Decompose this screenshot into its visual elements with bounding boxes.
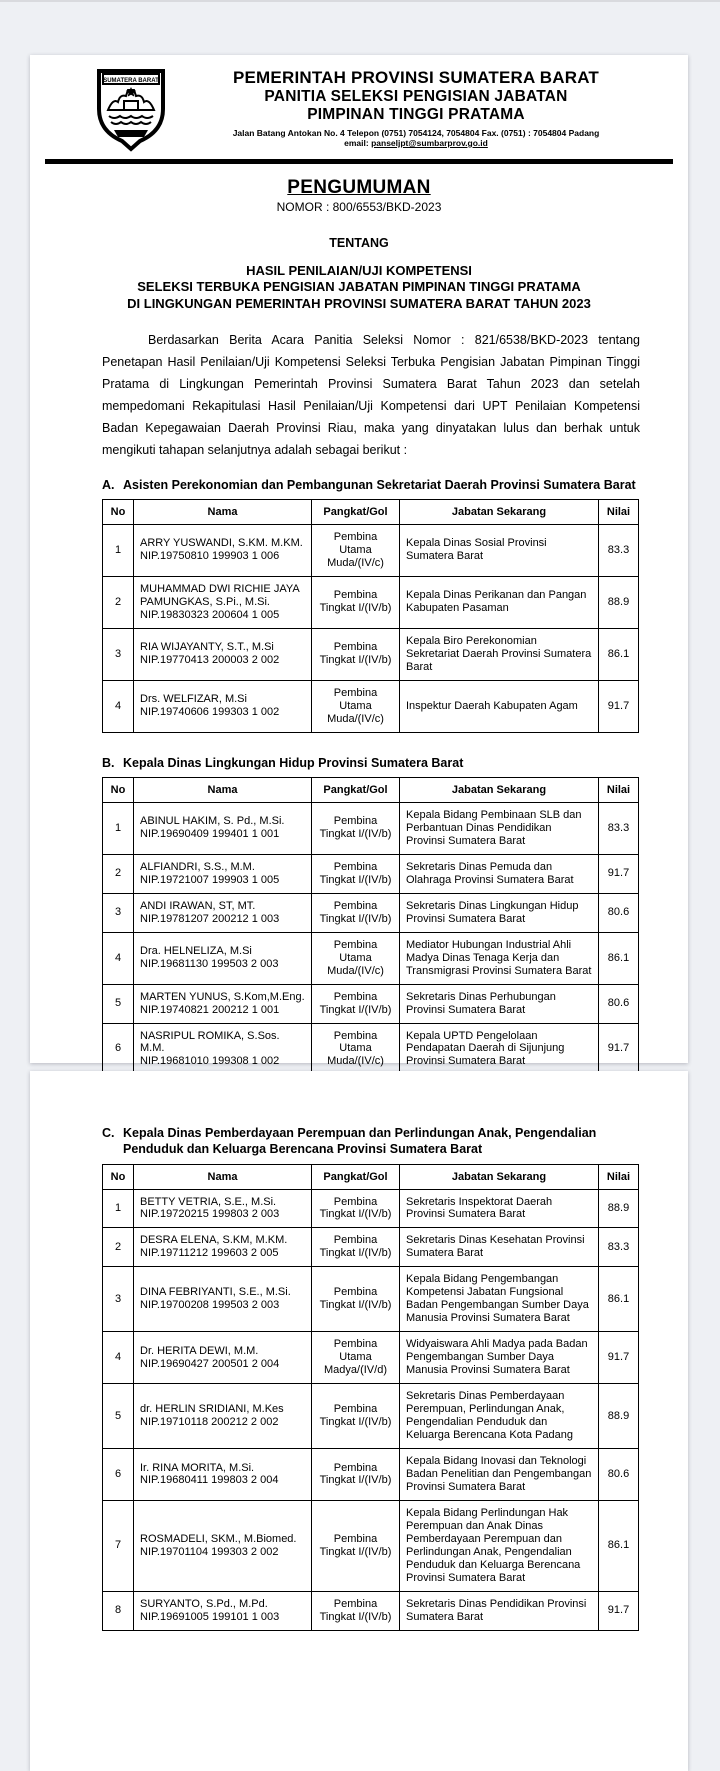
cell-pangkat: Pembina Tingkat I/(IV/b) <box>312 984 400 1023</box>
section-b-title: Kepala Dinas Lingkungan Hidup Provinsi Sumatera Barat <box>123 755 464 770</box>
email-line <box>174 138 658 148</box>
letterhead-text <box>168 68 668 152</box>
section-a-title: Asisten Perekonomian dan Pembangunan Sekretariat Daerah Provinsi Sumatera Barat <box>123 477 636 492</box>
cell-nama <box>134 802 312 854</box>
candidate-name: RIA WIJAYANTY, S.T., M.Si <box>140 641 274 654</box>
svg-text:SUMATERA BARAT: SUMATERA BARAT <box>103 78 159 84</box>
section-c <box>102 1125 640 1631</box>
cell-no: 4 <box>103 680 134 732</box>
cell-nilai: 91.7 <box>599 854 639 893</box>
section-b-label: B. <box>102 755 115 770</box>
cell-no: 1 <box>103 802 134 854</box>
cell-nama <box>134 1189 312 1228</box>
cell-nilai: 80.6 <box>599 984 639 1023</box>
candidate-name: MUHAMMAD DWI RICHIE JAYA PAMUNGKAS, S.Pi., M.Si. <box>140 582 300 608</box>
cell-nilai: 91.7 <box>599 1332 639 1384</box>
viewport-top-divider <box>0 0 720 2</box>
cell-no: 5 <box>103 1384 134 1449</box>
col-nilai: Nilai <box>599 1164 639 1189</box>
cell-jabatan: Sekretaris Dinas Pendidikan Provinsi Sumatera Barat <box>400 1591 599 1630</box>
candidate-name: Drs. WELFIZAR, M.Si <box>140 693 247 706</box>
cell-pangkat: Pembina Utama Muda/(IV/c) <box>312 932 400 984</box>
announcement-title: PENGUMUMAN <box>287 177 431 198</box>
cell-nama <box>134 1332 312 1384</box>
candidate-name: Dr. HERITA DEWI, M.M. <box>140 1344 259 1357</box>
document-page-1 <box>30 55 688 1068</box>
candidate-name: Ir. RINA MORITA, M.Si. <box>140 1461 255 1474</box>
table-header-row <box>103 1164 639 1189</box>
candidate-name: Dra. HELNELIZA, M.Si <box>140 945 252 958</box>
cell-jabatan: Widyaiswara Ahli Madya pada Badan Pengembangan Sumber Daya Manusia Provinsi Sumatera Barat <box>400 1332 599 1384</box>
results-table-c <box>102 1164 639 1631</box>
candidate-name: DINA FEBRIYANTI, S.E., M.Si. <box>140 1286 291 1299</box>
cell-nama <box>134 893 312 932</box>
cell-no: 6 <box>103 1023 134 1075</box>
cell-pangkat: Pembina Tingkat I/(IV/b) <box>312 1591 400 1630</box>
cell-nilai: 91.7 <box>599 1591 639 1630</box>
cell-nama <box>134 1023 312 1075</box>
table-row <box>103 1591 639 1630</box>
col-pangkat: Pangkat/Gol <box>312 1164 400 1189</box>
cell-pangkat: Pembina Tingkat I/(IV/b) <box>312 1189 400 1228</box>
cell-nilai: 86.1 <box>599 1500 639 1591</box>
table-row <box>103 680 639 732</box>
col-jabatan: Jabatan Sekarang <box>400 777 599 802</box>
candidate-nip: NIP.19770413 200003 2 002 <box>140 654 280 667</box>
candidate-name: NASRIPUL ROMIKA, S.Sos. M.M. <box>140 1029 280 1055</box>
candidate-nip: NIP.19740606 199303 1 002 <box>140 706 280 719</box>
section-c-heading <box>102 1125 640 1158</box>
col-nilai: Nilai <box>599 500 639 525</box>
announcement-about-label: TENTANG <box>329 236 389 250</box>
cell-jabatan: Kepala Bidang Perlindungan Hak Perempuan dan Anak Dinas Pemberdayaan Perempuan dan Perlindungan Anak, Pengendalian Penduduk dan Keluarga Berencana Provinsi Sumatera Barat <box>400 1500 599 1591</box>
cell-no: 2 <box>103 854 134 893</box>
cell-jabatan: Inspektur Daerah Kabupaten Agam <box>400 680 599 732</box>
cell-no: 1 <box>103 525 134 577</box>
table-row <box>103 628 639 680</box>
cell-no: 7 <box>103 1500 134 1591</box>
cell-nama <box>134 932 312 984</box>
cell-pangkat: Pembina Tingkat I/(IV/b) <box>312 854 400 893</box>
cell-nilai: 86.1 <box>599 932 639 984</box>
cell-nilai: 83.3 <box>599 1228 639 1267</box>
col-jabatan: Jabatan Sekarang <box>400 500 599 525</box>
table-row <box>103 1189 639 1228</box>
candidate-nip: NIP.19690427 200501 2 004 <box>140 1357 280 1370</box>
table-header-row <box>103 777 639 802</box>
email-label: email: <box>344 138 372 148</box>
cell-no: 6 <box>103 1449 134 1501</box>
candidate-name: ARRY YUSWANDI, S.KM. M.KM. <box>140 537 303 550</box>
cell-nilai: 91.7 <box>599 1023 639 1075</box>
section-a-label: A. <box>102 477 115 492</box>
candidate-nip: NIP.19680411 199803 2 004 <box>140 1474 279 1487</box>
table-row <box>103 1023 639 1075</box>
subject-line-3: DI LINGKUNGAN PEMERINTAH PROVINSI SUMATERA BARAT TAHUN 2023 <box>127 295 591 311</box>
cell-pangkat: Pembina Tingkat I/(IV/b) <box>312 576 400 628</box>
letterhead <box>30 55 688 152</box>
email-link[interactable]: panseljpt@sumbarprov.go.id <box>371 138 488 148</box>
cell-jabatan: Sekretaris Inspektorat Daerah Provinsi Sumatera Barat <box>400 1189 599 1228</box>
table-row <box>103 1332 639 1384</box>
cell-jabatan: Sekretaris Dinas Pemuda dan Olahraga Provinsi Sumatera Barat <box>400 854 599 893</box>
cell-nama <box>134 1449 312 1501</box>
announcement-body: Berdasarkan Berita Acara Panitia Seleksi Nomor : 821/6538/BKD-2023 tentang Penetapan Hasil Penilaian/Uji Kompetensi Seleksi Terbuka Pengisian Jabatan Pimpinan Tinggi Pratama di Lingkungan Pemerintah Provinsi Sumatera Barat Tahun 2023 dan setelah mempedomani Rekapitulasi Hasil Penilaian/Uji Kompetensi dari UPT Penilaian Kompetensi Badan Kepegawaian Daerah Provinsi Riau, maka yang dinyatakan lulus dan berhak untuk mengikuti tahapan selanjutnya adalah sebagai berikut : <box>102 332 640 457</box>
candidate-name: DESRA ELENA, S.KM, M.KM. <box>140 1234 288 1247</box>
cell-no: 4 <box>103 932 134 984</box>
section-a <box>102 477 640 733</box>
cell-jabatan: Mediator Hubungan Industrial Ahli Madya Dinas Tenaga Kerja dan Transmigrasi Provinsi Sumatera Barat <box>400 932 599 984</box>
candidate-nip: NIP.19700208 199503 2 003 <box>140 1299 280 1312</box>
org-name: PEMERINTAH PROVINSI SUMATERA BARAT <box>232 68 599 87</box>
section-c-title: Kepala Dinas Pemberdayaan Perempuan dan Perlindungan Anak, Pengendalian Penduduk dan Keluarga Berencana Provinsi Sumatera Barat <box>123 1126 597 1157</box>
cell-pangkat: Pembina Utama Muda/(IV/c) <box>312 525 400 577</box>
cell-nama <box>134 1384 312 1449</box>
candidate-nip: NIP.19720215 199803 2 003 <box>140 1208 280 1221</box>
cell-nama <box>134 1500 312 1591</box>
table-row <box>103 525 639 577</box>
candidate-name: ALFIANDRI, S.S., M.M. <box>140 860 255 873</box>
candidate-nip: NIP.19781207 200212 1 003 <box>140 912 280 925</box>
cell-nilai: 80.6 <box>599 1449 639 1501</box>
results-table-a <box>102 499 639 733</box>
cell-jabatan: Kepala Bidang Pembinaan SLB dan Perbantuan Dinas Pendidikan Provinsi Sumatera Barat <box>400 802 599 854</box>
cell-no: 3 <box>103 1267 134 1332</box>
cell-pangkat: Pembina Tingkat I/(IV/b) <box>312 1384 400 1449</box>
table-row <box>103 576 639 628</box>
col-jabatan: Jabatan Sekarang <box>400 1164 599 1189</box>
candidate-nip: NIP.19681130 199503 2 003 <box>140 958 279 971</box>
col-no: No <box>103 500 134 525</box>
candidate-name: ABINUL HAKIM, S. Pd., M.Si. <box>140 815 285 828</box>
candidate-nip: NIP.19681010 199308 1 002 <box>140 1055 280 1068</box>
cell-jabatan: Sekretaris Dinas Kesehatan Provinsi Sumatera Barat <box>400 1228 599 1267</box>
candidate-nip: NIP.19691005 199101 1 003 <box>140 1610 280 1623</box>
table-row <box>103 854 639 893</box>
office-address: Jalan Batang Antokan No. 4 Telepon (0751) 7054124, 7054804 Fax. (0751) : 7054804 Padang <box>232 128 600 138</box>
cell-jabatan: Kepala Bidang Inovasi dan Teknologi Badan Penelitian dan Pengembangan Provinsi Sumatera Barat <box>400 1449 599 1501</box>
cell-jabatan: Kepala Dinas Perikanan dan Pangan Kabupaten Pasaman <box>400 576 599 628</box>
cell-pangkat: Pembina Tingkat I/(IV/b) <box>312 1228 400 1267</box>
candidate-nip: NIP.19690409 199401 1 001 <box>140 828 280 841</box>
cell-pangkat: Pembina Utama Muda/(IV/c) <box>312 1023 400 1075</box>
cell-no: 2 <box>103 1228 134 1267</box>
candidate-nip: NIP.19830323 200604 1 005 <box>140 608 280 621</box>
cell-no: 2 <box>103 576 134 628</box>
candidate-name: ROSMADELI, SKM., M.Biomed. <box>140 1532 297 1545</box>
candidate-name: BETTY VETRIA, S.E., M.Si. <box>140 1195 277 1208</box>
letterhead-rule <box>45 159 673 164</box>
cell-pangkat: Pembina Tingkat I/(IV/b) <box>312 802 400 854</box>
cell-nama <box>134 1228 312 1267</box>
cell-pangkat: Pembina Tingkat I/(IV/b) <box>312 1267 400 1332</box>
table-row <box>103 893 639 932</box>
committee-name-line1: PANITIA SELEKSI PENGISIAN JABATAN <box>264 88 568 105</box>
cell-nilai: 80.6 <box>599 893 639 932</box>
sumatera-barat-crest-icon <box>94 68 168 152</box>
cell-jabatan: Sekretaris Dinas Perhubungan Provinsi Sumatera Barat <box>400 984 599 1023</box>
cell-jabatan: Kepala Bidang Pengembangan Kompetensi Jabatan Fungsional Badan Pengembangan Sumber Daya Manusia Provinsi Sumatera Barat <box>400 1267 599 1332</box>
cell-no: 5 <box>103 984 134 1023</box>
candidate-nip: NIP.19721007 199903 1 005 <box>140 873 280 886</box>
col-pangkat: Pangkat/Gol <box>312 777 400 802</box>
cell-nilai: 86.1 <box>599 628 639 680</box>
table-row <box>103 932 639 984</box>
table-header-row <box>103 500 639 525</box>
cell-no: 8 <box>103 1591 134 1630</box>
cell-jabatan: Kepala Biro Perekonomian Sekretariat Daerah Provinsi Sumatera Barat <box>400 628 599 680</box>
table-row <box>103 1228 639 1267</box>
announcement-subject <box>30 263 688 312</box>
table-row <box>103 984 639 1023</box>
document-page-2 <box>30 1071 688 1771</box>
cell-nilai: 88.9 <box>599 1384 639 1449</box>
cell-no: 3 <box>103 893 134 932</box>
col-nama: Nama <box>134 1164 312 1189</box>
cell-jabatan: Kepala Dinas Sosial Provinsi Sumatera Barat <box>400 525 599 577</box>
table-row <box>103 1449 639 1501</box>
col-nama: Nama <box>134 500 312 525</box>
cell-no: 3 <box>103 628 134 680</box>
cell-pangkat: Pembina Utama Madya/(IV/d) <box>312 1332 400 1384</box>
candidate-nip: NIP.19710118 200212 2 002 <box>140 1416 279 1429</box>
section-a-heading <box>102 477 640 493</box>
cell-nama <box>134 984 312 1023</box>
cell-nilai: 83.3 <box>599 802 639 854</box>
cell-no: 4 <box>103 1332 134 1384</box>
cell-nama <box>134 854 312 893</box>
cell-nama <box>134 576 312 628</box>
cell-no: 1 <box>103 1189 134 1228</box>
candidate-name: ANDI IRAWAN, ST, MT. <box>140 899 256 912</box>
cell-jabatan: Sekretaris Dinas Lingkungan Hidup Provinsi Sumatera Barat <box>400 893 599 932</box>
cell-nama <box>134 628 312 680</box>
col-nama: Nama <box>134 777 312 802</box>
col-no: No <box>103 777 134 802</box>
cell-nilai: 88.9 <box>599 1189 639 1228</box>
announcement-number: NOMOR : 800/6553/BKD-2023 <box>276 200 442 214</box>
table-row <box>103 802 639 854</box>
cell-pangkat: Pembina Tingkat I/(IV/b) <box>312 1500 400 1591</box>
col-pangkat: Pangkat/Gol <box>312 500 400 525</box>
candidate-name: MARTEN YUNUS, S.Kom,M.Eng. <box>140 990 305 1003</box>
col-no: No <box>103 1164 134 1189</box>
section-b-heading <box>102 755 640 771</box>
candidate-nip: NIP.19750810 199903 1 006 <box>140 550 280 563</box>
candidate-nip: NIP.19701104 199303 2 002 <box>140 1545 279 1558</box>
cell-nilai: 91.7 <box>599 680 639 732</box>
table-row <box>103 1267 639 1332</box>
committee-name-line2: PIMPINAN TINGGI PRATAMA <box>307 106 525 123</box>
candidate-name: dr. HERLIN SRIDIANI, M.Kes <box>140 1403 284 1416</box>
cell-nilai: 88.9 <box>599 576 639 628</box>
subject-line-1: HASIL PENILAIAN/UJI KOMPETENSI <box>246 263 472 278</box>
cell-nilai: 83.3 <box>599 525 639 577</box>
subject-line-2: SELEKSI TERBUKA PENGISIAN JABATAN PIMPINAN TINGGI PRATAMA <box>137 279 581 295</box>
candidate-name: SURYANTO, S.Pd., M.Pd. <box>140 1597 268 1610</box>
cell-pangkat: Pembina Tingkat I/(IV/b) <box>312 893 400 932</box>
cell-nama <box>134 1267 312 1332</box>
section-c-label: C. <box>102 1126 115 1140</box>
cell-nama <box>134 1591 312 1630</box>
table-row <box>103 1500 639 1591</box>
candidate-nip: NIP.19711212 199603 2 005 <box>140 1247 279 1260</box>
candidate-nip: NIP.19740821 200212 1 001 <box>140 1003 280 1016</box>
cell-nilai: 86.1 <box>599 1267 639 1332</box>
cell-nama <box>134 680 312 732</box>
cell-pangkat: Pembina Utama Muda/(IV/c) <box>312 680 400 732</box>
col-nilai: Nilai <box>599 777 639 802</box>
cell-jabatan: Kepala UPTD Pengelolaan Pendapatan Daerah di Sijunjung Provinsi Sumatera Barat <box>400 1023 599 1075</box>
cell-pangkat: Pembina Tingkat I/(IV/b) <box>312 628 400 680</box>
cell-nama <box>134 525 312 577</box>
cell-jabatan: Sekretaris Dinas Pemberdayaan Perempuan, Perlindungan Anak, Pengendalian Penduduk dan Keluarga Berencana Kota Padang <box>400 1384 599 1449</box>
table-row <box>103 1384 639 1449</box>
cell-pangkat: Pembina Tingkat I/(IV/b) <box>312 1449 400 1501</box>
